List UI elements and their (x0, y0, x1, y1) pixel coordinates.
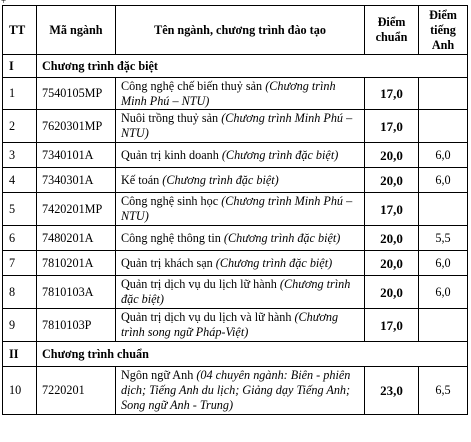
row-name (116, 367, 365, 415)
program-name: (Chương trình song ngữ Pháp-Việt) (121, 310, 339, 339)
row-score: 23,0 (365, 367, 419, 415)
row-name (116, 168, 365, 193)
row-english: 6,0 (419, 251, 468, 276)
program-name: (Chương trình đặc biệt) (162, 172, 279, 187)
row-tt: 8 (3, 276, 37, 309)
header-score: Điểm chuẩn (365, 6, 419, 55)
table-row (3, 309, 468, 342)
row-code: 7480201A (37, 226, 116, 251)
row-name (116, 251, 365, 276)
row-tt: 6 (3, 226, 37, 251)
row-name (116, 226, 365, 251)
section-title: Chương trình đặc biệt (37, 55, 468, 78)
program-name: (Chương trình đặc biệt) (221, 147, 339, 162)
program-name: (Chương trình đặc biệt) (223, 230, 341, 245)
major-name: Công nghệ thông tin (121, 230, 224, 245)
table-row (3, 110, 468, 143)
row-score: 20,0 (365, 226, 419, 251)
major-name: Quản trị khách sạn (121, 255, 216, 270)
table-anchor-icon: + (1, 0, 7, 6)
program-name: (04 chuyên ngành: Biên - phiên dịch; Tiếng Anh du lịch; Giảng dạy Tiếng Anh; Song ngữ Anh - Trung) (121, 368, 351, 412)
major-name: Kế toán (121, 172, 163, 187)
row-name (116, 309, 365, 342)
row-score: 17,0 (365, 110, 419, 143)
program-name: (Chương trình Minh Phú – NTU) (121, 111, 353, 140)
section-title: Chương trình chuẩn (37, 342, 468, 367)
section-roman: I (3, 55, 37, 78)
row-tt: 5 (3, 193, 37, 226)
row-tt: 1 (3, 78, 37, 110)
row-english (419, 193, 468, 226)
row-score: 20,0 (365, 168, 419, 193)
admission-score-table (2, 5, 468, 415)
header-name: Tên ngành, chương trình đào tạo (116, 6, 365, 55)
row-tt: 2 (3, 110, 37, 143)
row-english: 5,5 (419, 226, 468, 251)
row-english: 6,0 (419, 143, 468, 168)
row-score: 17,0 (365, 309, 419, 342)
row-code: 7420201MP (37, 193, 116, 226)
program-name: (Chương trình Minh Phú – NTU) (121, 78, 336, 108)
section-row-1 (3, 55, 468, 78)
row-name (116, 143, 365, 168)
row-code: 7810103A (37, 276, 116, 309)
major-name: Ngôn ngữ Anh (121, 368, 197, 382)
row-score: 17,0 (365, 78, 419, 110)
header-code: Mã ngành (37, 6, 116, 55)
major-name: Quản trị dịch vụ du lịch lữ hành (121, 277, 280, 291)
row-score: 20,0 (365, 276, 419, 309)
row-english (419, 309, 468, 342)
major-name: Quản trị dịch vụ du lịch và lữ hành (121, 310, 295, 324)
row-code: 7340301A (37, 168, 116, 193)
row-code: 7810201A (37, 251, 116, 276)
header-english: Điểm tiếng Anh (419, 6, 468, 55)
row-english: 6,0 (419, 276, 468, 309)
program-name: (Chương trình đặc biệt) (121, 277, 351, 306)
table-row (3, 193, 468, 226)
table-row (3, 251, 468, 276)
major-name: Công nghệ sinh học (121, 194, 222, 208)
program-name: (Chương trình đặc biệt) (215, 255, 333, 270)
section-row-2 (3, 342, 468, 367)
table-row (3, 168, 468, 193)
row-tt: 3 (3, 143, 37, 168)
program-name: (Chương trình Minh Phú – NTU) (121, 194, 353, 223)
table-row (3, 226, 468, 251)
row-tt: 9 (3, 309, 37, 342)
row-english: 6,5 (419, 367, 468, 415)
section-roman: II (3, 342, 37, 367)
row-english: 6,0 (419, 168, 468, 193)
major-name: Nuôi trồng thuỷ sản (121, 111, 222, 125)
header-row (3, 6, 468, 55)
header-tt: TT (3, 6, 37, 55)
major-name: Công nghệ chế biến thuỷ sản (121, 78, 266, 93)
row-name (116, 193, 365, 226)
row-english (419, 78, 468, 110)
row-code: 7810103P (37, 309, 116, 342)
row-english (419, 110, 468, 143)
table-row (3, 367, 468, 415)
row-tt: 10 (3, 367, 37, 415)
row-name (116, 78, 365, 110)
major-name: Quản trị kinh doanh (121, 147, 222, 162)
row-code: 7220201 (37, 367, 116, 415)
row-score: 20,0 (365, 251, 419, 276)
table-row (3, 78, 468, 110)
table-row (3, 143, 468, 168)
row-code: 7340101A (37, 143, 116, 168)
row-score: 20,0 (365, 143, 419, 168)
row-code: 7620301MP (37, 110, 116, 143)
row-tt: 7 (3, 251, 37, 276)
row-code: 7540105MP (37, 78, 116, 110)
table-row (3, 276, 468, 309)
row-score: 17,0 (365, 193, 419, 226)
row-name (116, 110, 365, 143)
row-tt: 4 (3, 168, 37, 193)
row-name (116, 276, 365, 309)
